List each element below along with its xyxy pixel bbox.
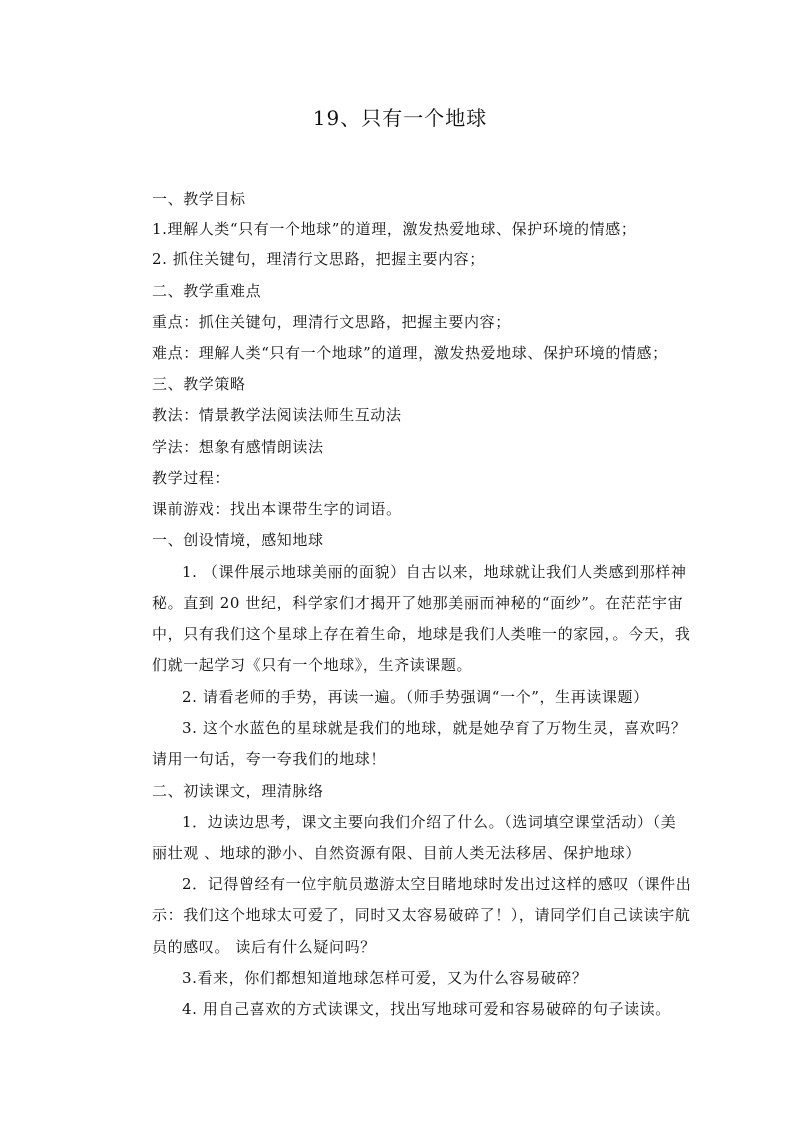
- section-2-heading: 二、初读课文，理清脉络: [152, 782, 324, 800]
- heading-teaching-goals: 一、教学目标: [152, 190, 246, 208]
- heading-key-points: 二、教学重难点: [152, 282, 262, 300]
- heading-strategy: 三、教学策略: [152, 375, 246, 393]
- section-2-paragraph-1-line-2: 丽壮观 、地球的渺小、自然资源有限、目前人类无法移居、保护地球）: [152, 844, 641, 862]
- goal-item-2: 2. 抓住关键句，理清行文思路，把握主要内容；: [152, 250, 485, 268]
- section-1-paragraph-3-line-2: 请用一句话，夸一夸我们的地球！: [152, 750, 387, 768]
- section-2-paragraph-3: 3.看来，你们都想知道地球怎样可爱，又为什么容易破碎？: [182, 969, 588, 987]
- page-title: 19、只有一个地球: [312, 106, 488, 130]
- section-1-paragraph-1-line-3: 中，只有我们这个星球上存在着生命，地球是我们人类唯一的家园，。今天，我: [152, 625, 691, 643]
- section-1-paragraph-2: 2. 请看老师的手势，再读一遍。（师手势强调“一个”，生再读课题）: [182, 688, 649, 706]
- learning-method: 学法：想象有感情朗读法: [152, 438, 324, 456]
- difficult-point: 难点：理解人类“只有一个地球”的道理，激发热爱地球、保护环境的情感；: [152, 344, 668, 362]
- teaching-method: 教法：情景教学法阅读法师生互动法: [152, 406, 402, 424]
- section-2-paragraph-2-line-1: 2．记得曾经有一位宇航员遨游太空目睹地球时发出过这样的感叹（课件出: [182, 875, 692, 893]
- section-1-paragraph-3-line-1: 3. 这个水蓝色的星球就是我们的地球，就是她孕育了万物生灵，喜欢吗？: [182, 719, 687, 737]
- section-2-paragraph-1-line-1: 1．边读边思考，课文主要向我们介绍了什么。（选词填空课堂活动）（美: [182, 813, 677, 831]
- section-1-heading: 一、创设情境，感知地球: [152, 531, 324, 549]
- section-2-paragraph-4: 4. 用自己喜欢的方式读课文，找出写地球可爱和容易破碎的句子读读。: [182, 1000, 671, 1018]
- section-2-paragraph-2-line-2: 示：我们这个地球太可爱了，同时又太容易破碎了！），请同学们自己读读宇航: [152, 906, 691, 924]
- section-1-paragraph-1-line-2: 秘。直到 20 世纪，科学家们才揭开了她那美丽而神秘的“面纱”。在茫茫宇宙: [152, 594, 684, 612]
- pre-class-game: 课前游戏：找出本课带生字的词语。: [152, 500, 402, 518]
- section-1-paragraph-1-line-4: 们就一起学习《只有一个地球》，生齐读课题。: [152, 656, 473, 674]
- section-1-paragraph-1-line-1: 1. （课件展示地球美丽的面貌）自古以来，地球就让我们人类感到那样神: [182, 563, 687, 581]
- section-2-paragraph-2-line-3: 员的感叹。 读后有什么疑问吗？: [152, 938, 376, 956]
- teaching-process-label: 教学过程：: [152, 469, 231, 487]
- goal-item-1: 1.理解人类“只有一个地球”的道理，激发热爱地球、保护环境的情感；: [152, 220, 637, 238]
- key-point: 重点：抓住关键句，理清行文思路，把握主要内容；: [152, 313, 511, 331]
